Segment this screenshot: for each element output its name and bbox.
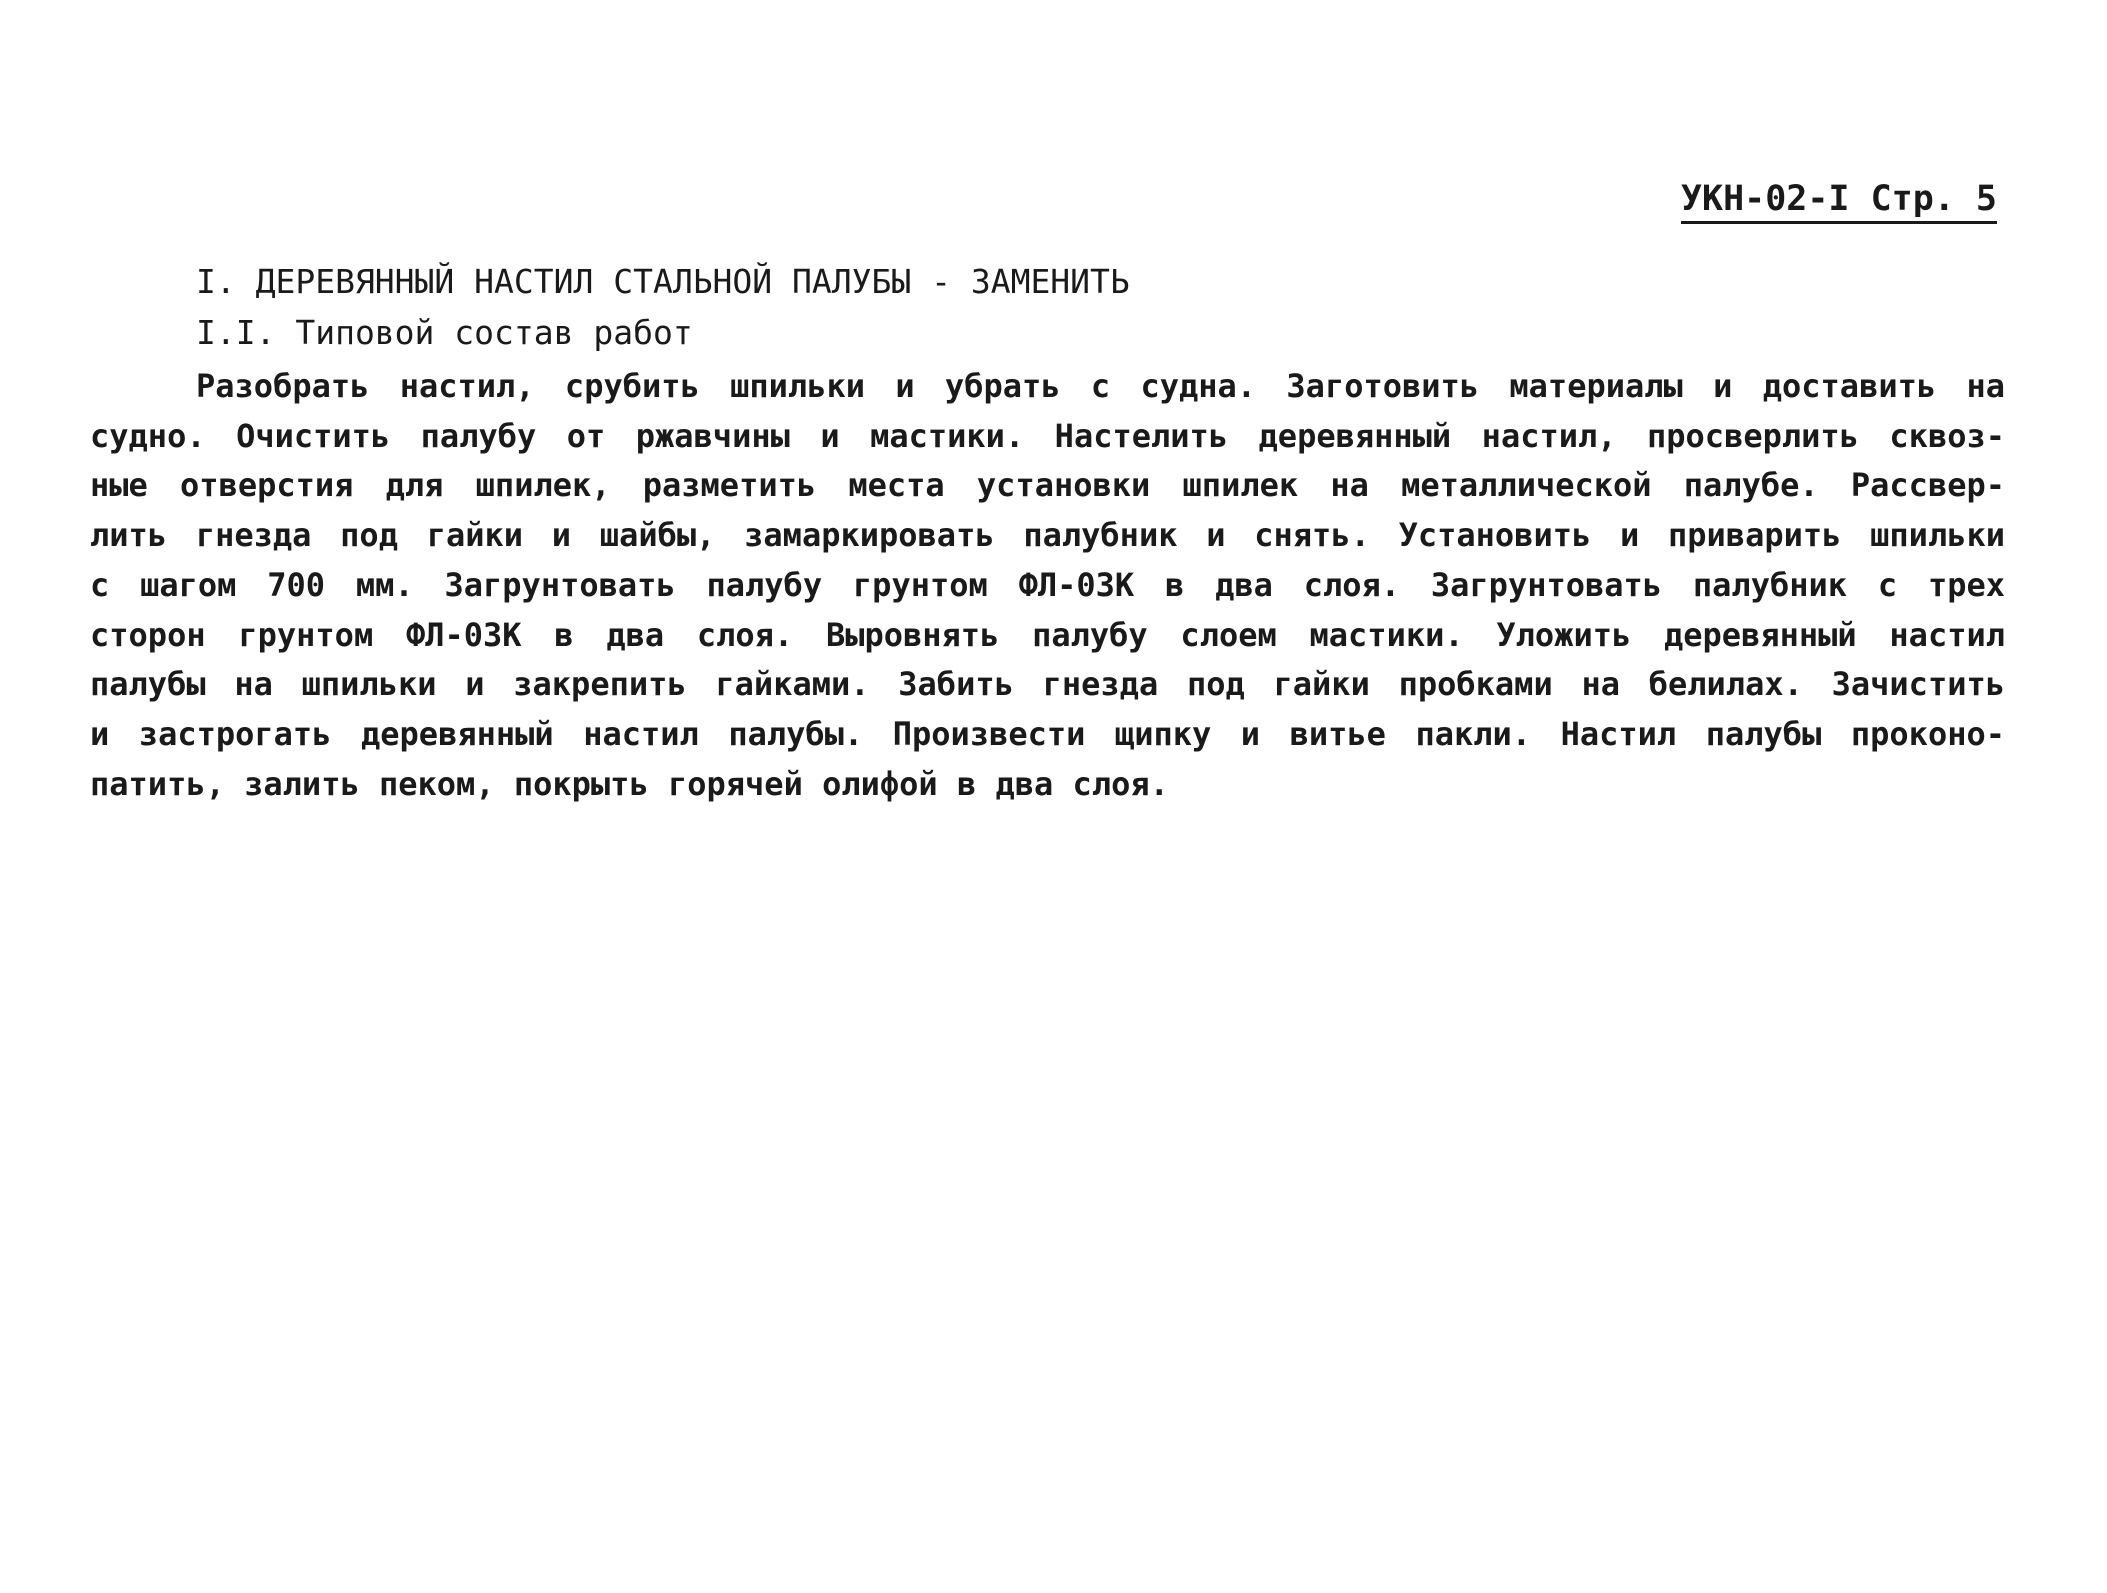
body-line: патить, залить пеком, покрыть горячей олифой в два слоя. bbox=[90, 764, 1169, 803]
body-line: палубы на шпильки и закрепить гайками. Забить гнезда под гайки пробками на белилах. Зачистить bbox=[90, 665, 2005, 704]
body-line: лить гнезда под гайки и шайбы, замаркировать палубник и снять. Установить и приварить шпильки bbox=[90, 516, 2005, 555]
body-line: сторон грунтом ФЛ-03К в два слоя. Выровнять палубу слоем мастики. Уложить деревянный настил bbox=[90, 615, 2005, 654]
body-line: ные отверстия для шпилек, разметить места установки шпилек на металлической палубе. Рассвер- bbox=[90, 466, 2005, 505]
body-paragraph bbox=[90, 362, 2005, 809]
body-line: с шагом 700 мм. Загрунтовать палубу грунтом ФЛ-03К в два слоя. Загрунтовать палубник с трех bbox=[90, 565, 2005, 604]
section-title: I. ДЕРЕВЯННЫЙ НАСТИЛ СТАЛЬНОЙ ПАЛУБЫ - ЗАМЕНИТЬ bbox=[196, 262, 1130, 301]
page-reference: УКН-02-I Стр. 5 bbox=[1681, 178, 1997, 224]
body-line: судно. Очистить палубу от ржавчины и мастики. Настелить деревянный настил, просверлить сквоз- bbox=[90, 416, 2005, 455]
body-line: Разобрать настил, срубить шпильки и убрать с судна. Заготовить материалы и доставить на bbox=[196, 367, 2005, 405]
subsection-title: I.I. Типовой состав работ bbox=[196, 313, 693, 352]
body-line: и застрогать деревянный настил палубы. Произвести щипку и витье пакли. Настил палубы проконо- bbox=[90, 714, 2005, 753]
